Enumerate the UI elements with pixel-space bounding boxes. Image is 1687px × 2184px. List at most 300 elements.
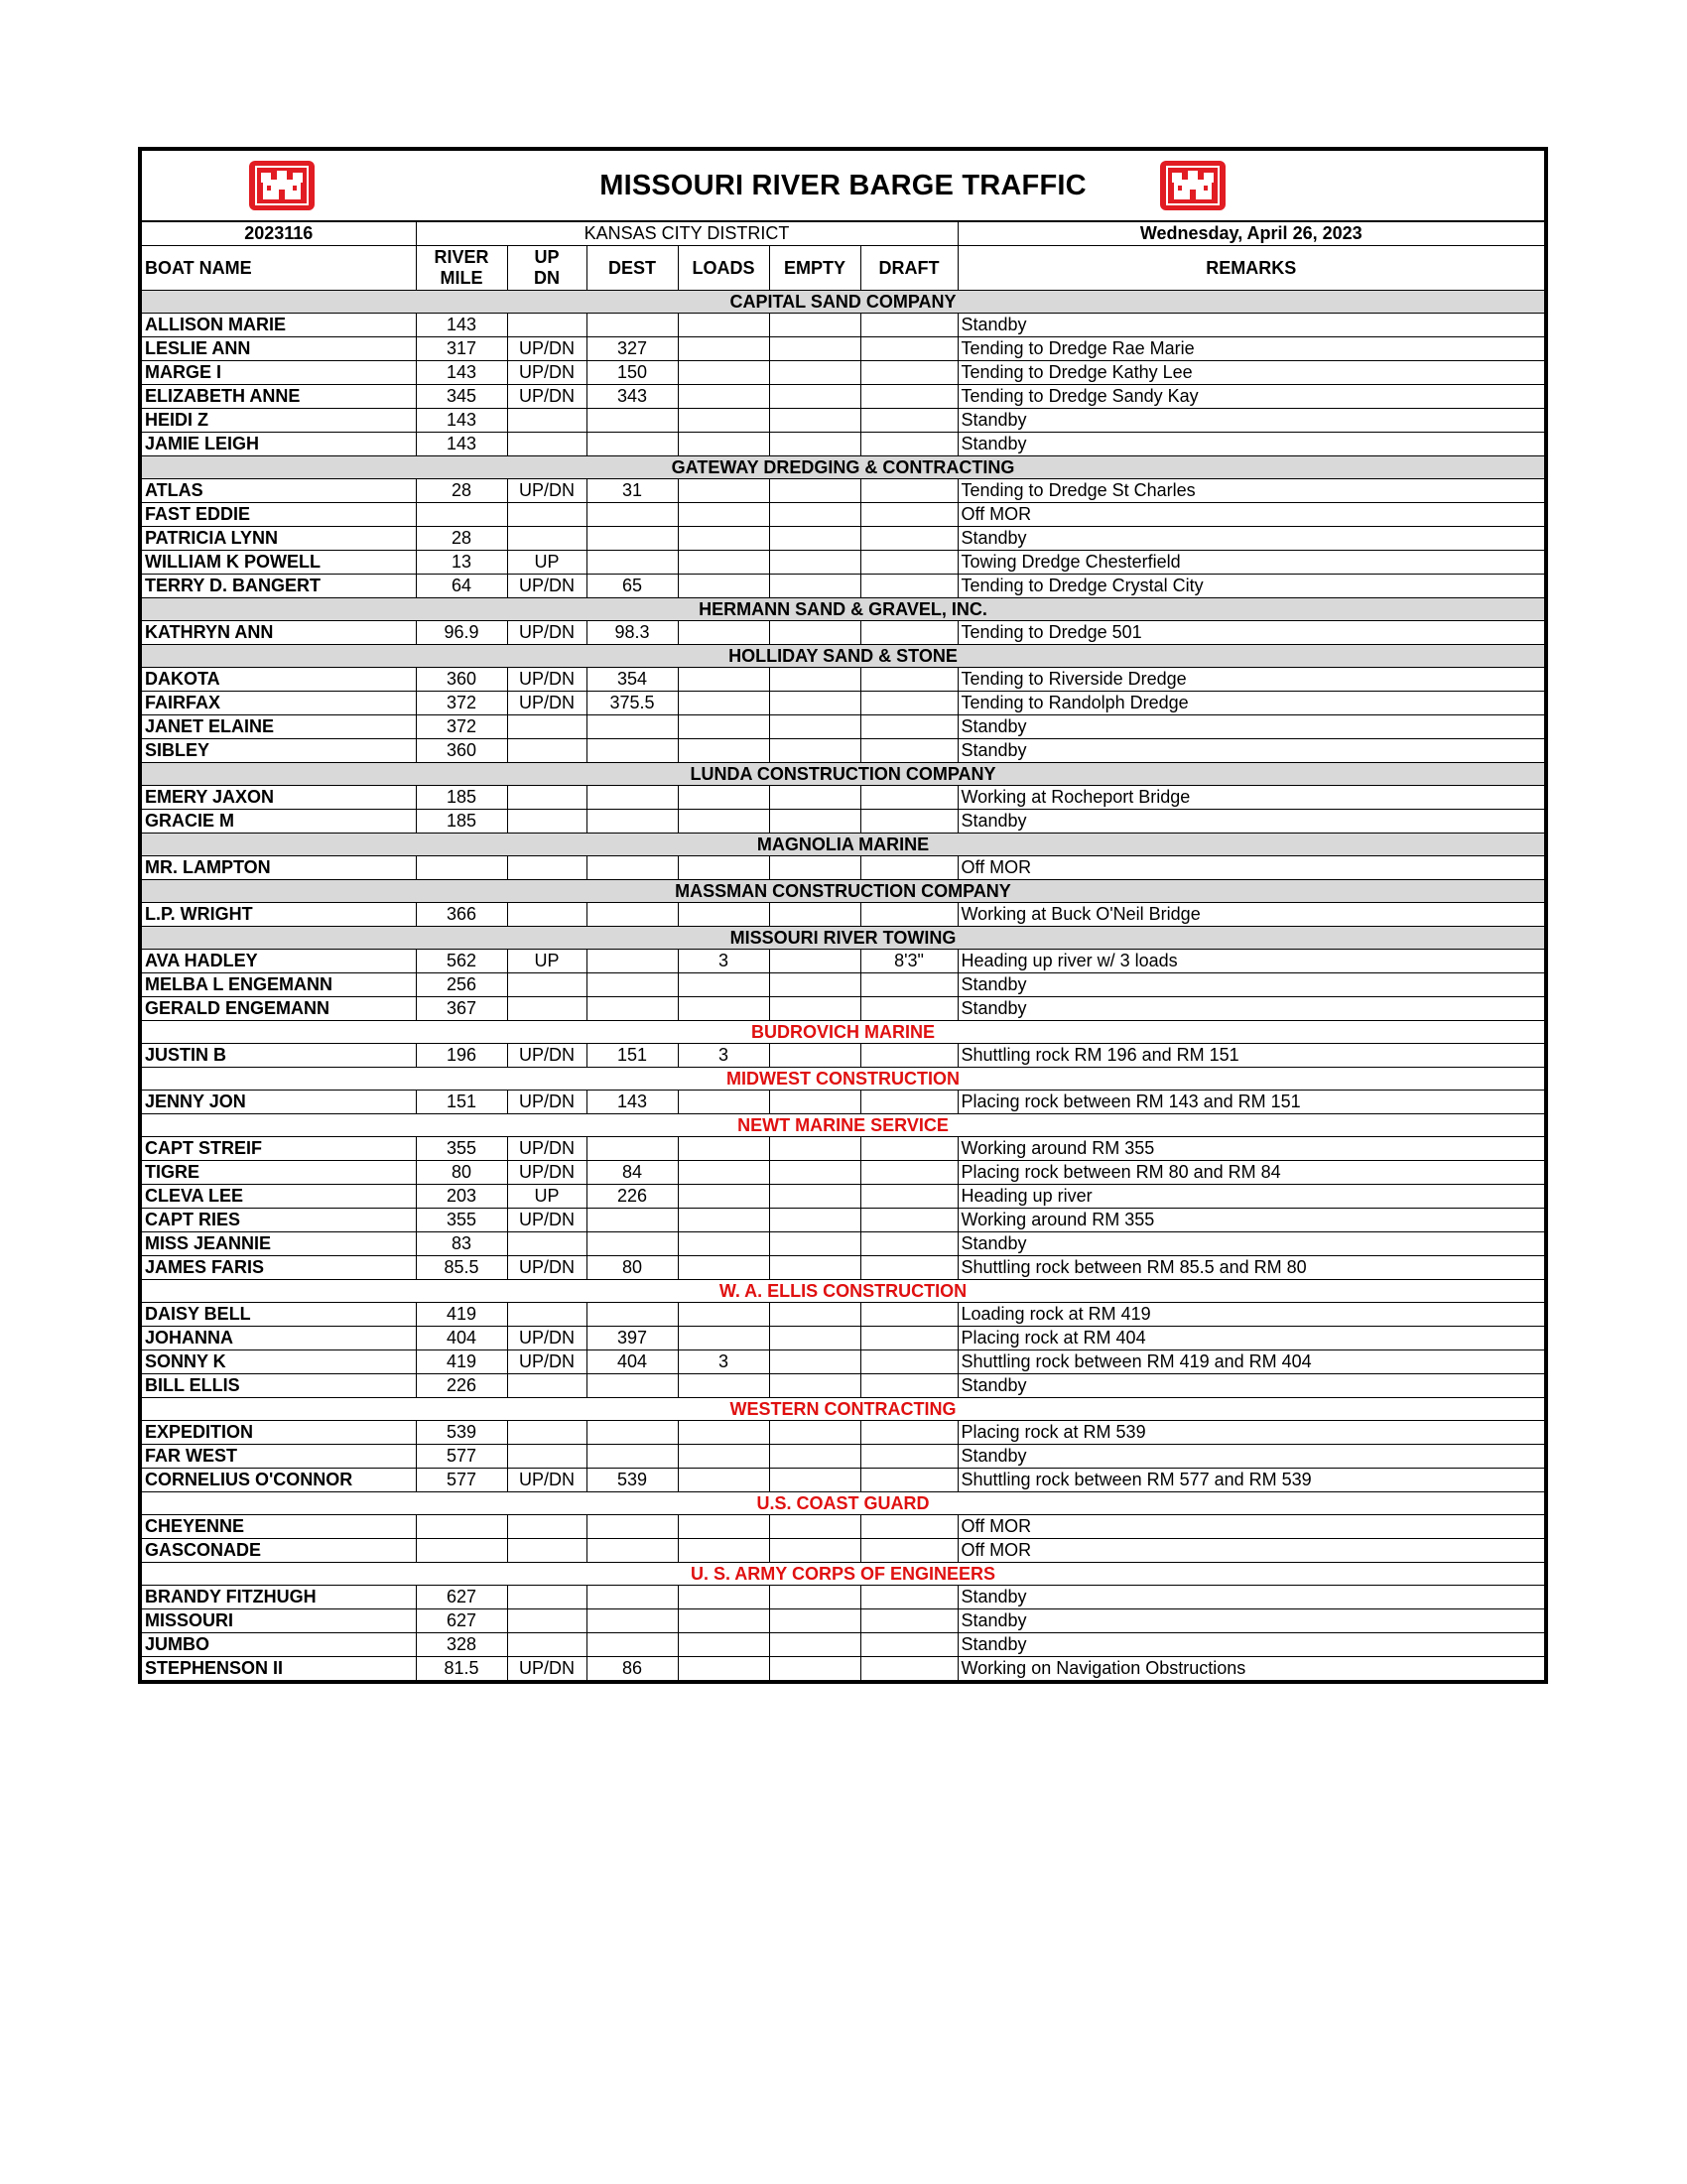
draft-cell: 8'3" — [860, 950, 958, 973]
corps-castle-icon — [249, 161, 315, 210]
up-dn-cell — [507, 1539, 586, 1563]
up-dn-cell: UP/DN — [507, 1091, 586, 1114]
river-mile-cell: 372 — [416, 715, 507, 739]
loads-cell — [678, 575, 769, 598]
remarks-cell: Tending to Randolph Dredge — [958, 692, 1546, 715]
empty-cell — [769, 715, 860, 739]
report-date: Wednesday, April 26, 2023 — [958, 221, 1546, 246]
table-row — [140, 1445, 1546, 1469]
col-empty: EMPTY — [769, 246, 860, 291]
empty-cell — [769, 1232, 860, 1256]
empty-cell — [769, 337, 860, 361]
remarks-cell: Placing rock at RM 404 — [958, 1327, 1546, 1350]
remarks-cell: Standby — [958, 1586, 1546, 1609]
up-dn-cell — [507, 786, 586, 810]
remarks-cell: Heading up river w/ 3 loads — [958, 950, 1546, 973]
table-row — [140, 1633, 1546, 1657]
draft-cell — [860, 1232, 958, 1256]
river-mile-cell: 96.9 — [416, 621, 507, 645]
col-up-dn-line1: UP — [534, 247, 560, 267]
dest-cell — [586, 1374, 678, 1398]
boat-name-cell: DAKOTA — [140, 668, 416, 692]
draft-cell — [860, 1350, 958, 1374]
river-mile-cell: 196 — [416, 1044, 507, 1068]
barge-traffic-report — [138, 147, 1548, 1684]
boat-name-cell: JENNY JON — [140, 1091, 416, 1114]
up-dn-cell — [507, 856, 586, 880]
remarks-cell: Working at Rocheport Bridge — [958, 786, 1546, 810]
draft-cell — [860, 479, 958, 503]
table-row — [140, 973, 1546, 997]
boat-name-cell: PATRICIA LYNN — [140, 527, 416, 551]
draft-cell — [860, 337, 958, 361]
boat-name-cell: TERRY D. BANGERT — [140, 575, 416, 598]
empty-cell — [769, 1185, 860, 1209]
remarks-cell: Standby — [958, 1374, 1546, 1398]
dest-cell: 354 — [586, 668, 678, 692]
empty-cell — [769, 950, 860, 973]
remarks-cell: Standby — [958, 314, 1546, 337]
up-dn-cell — [507, 503, 586, 527]
draft-cell — [860, 1185, 958, 1209]
river-mile-cell: 367 — [416, 997, 507, 1021]
river-mile-cell: 366 — [416, 903, 507, 927]
dest-cell — [586, 1515, 678, 1539]
river-mile-cell: 345 — [416, 385, 507, 409]
col-river-mile-line2: MILE — [440, 268, 483, 288]
col-up-dn-line2: DN — [534, 268, 560, 288]
dest-cell — [586, 527, 678, 551]
river-mile-cell: 143 — [416, 314, 507, 337]
remarks-cell: Tending to Dredge Sandy Kay — [958, 385, 1546, 409]
col-boat-name: BOAT NAME — [140, 246, 416, 291]
draft-cell — [860, 1209, 958, 1232]
draft-cell — [860, 551, 958, 575]
table-row — [140, 1044, 1546, 1068]
table-row — [140, 1469, 1546, 1492]
dest-cell: 226 — [586, 1185, 678, 1209]
remarks-cell: Tending to Dredge Kathy Lee — [958, 361, 1546, 385]
empty-cell — [769, 1161, 860, 1185]
dest-cell — [586, 1633, 678, 1657]
dest-cell — [586, 856, 678, 880]
up-dn-cell: UP/DN — [507, 479, 586, 503]
loads-cell — [678, 810, 769, 834]
loads-cell — [678, 1609, 769, 1633]
remarks-cell: Placing rock between RM 80 and RM 84 — [958, 1161, 1546, 1185]
boat-name-cell: MISSOURI — [140, 1609, 416, 1633]
section-header-row — [140, 1492, 1546, 1515]
up-dn-cell: UP/DN — [507, 1256, 586, 1280]
boat-name-cell: JAMIE LEIGH — [140, 433, 416, 456]
empty-cell — [769, 527, 860, 551]
section-name: MIDWEST CONSTRUCTION — [140, 1068, 1546, 1091]
dest-cell — [586, 1137, 678, 1161]
draft-cell — [860, 1445, 958, 1469]
table-row — [140, 1609, 1546, 1633]
loads-cell — [678, 314, 769, 337]
loads-cell — [678, 692, 769, 715]
up-dn-cell — [507, 1421, 586, 1445]
table-row — [140, 1209, 1546, 1232]
remarks-cell: Tending to Dredge St Charles — [958, 479, 1546, 503]
river-mile-cell: 355 — [416, 1137, 507, 1161]
river-mile-cell: 64 — [416, 575, 507, 598]
remarks-cell: Tending to Riverside Dredge — [958, 668, 1546, 692]
boat-name-cell: BILL ELLIS — [140, 1374, 416, 1398]
empty-cell — [769, 1469, 860, 1492]
river-mile-cell — [416, 503, 507, 527]
empty-cell — [769, 433, 860, 456]
section-header-row — [140, 834, 1546, 856]
draft-cell — [860, 1303, 958, 1327]
loads-cell: 3 — [678, 1044, 769, 1068]
col-remarks: REMARKS — [958, 246, 1546, 291]
river-mile-cell: 80 — [416, 1161, 507, 1185]
draft-cell — [860, 361, 958, 385]
up-dn-cell: UP/DN — [507, 337, 586, 361]
table-row — [140, 479, 1546, 503]
boat-name-cell: ELIZABETH ANNE — [140, 385, 416, 409]
section-header-row — [140, 927, 1546, 950]
draft-cell — [860, 1633, 958, 1657]
river-mile-cell: 256 — [416, 973, 507, 997]
empty-cell — [769, 1657, 860, 1683]
dest-cell: 84 — [586, 1161, 678, 1185]
draft-cell — [860, 810, 958, 834]
table-row — [140, 997, 1546, 1021]
empty-cell — [769, 903, 860, 927]
river-mile-cell — [416, 856, 507, 880]
barge-traffic-table — [138, 147, 1548, 1684]
loads-cell — [678, 621, 769, 645]
remarks-cell: Off MOR — [958, 1515, 1546, 1539]
river-mile-cell: 372 — [416, 692, 507, 715]
dest-cell: 143 — [586, 1091, 678, 1114]
boat-name-cell: MR. LAMPTON — [140, 856, 416, 880]
boat-name-cell: JAMES FARIS — [140, 1256, 416, 1280]
empty-cell — [769, 739, 860, 763]
boat-name-cell: LESLIE ANN — [140, 337, 416, 361]
boat-name-cell: AVA HADLEY — [140, 950, 416, 973]
boat-name-cell: GERALD ENGEMANN — [140, 997, 416, 1021]
boat-name-cell: EMERY JAXON — [140, 786, 416, 810]
section-name: LUNDA CONSTRUCTION COMPANY — [140, 763, 1546, 786]
up-dn-cell: UP/DN — [507, 692, 586, 715]
dest-cell: 86 — [586, 1657, 678, 1683]
river-mile-cell: 203 — [416, 1185, 507, 1209]
draft-cell — [860, 1609, 958, 1633]
boat-name-cell: JUSTIN B — [140, 1044, 416, 1068]
boat-name-cell: JANET ELAINE — [140, 715, 416, 739]
up-dn-cell — [507, 1633, 586, 1657]
empty-cell — [769, 1633, 860, 1657]
remarks-cell: Shuttling rock RM 196 and RM 151 — [958, 1044, 1546, 1068]
empty-cell — [769, 1515, 860, 1539]
boat-name-cell: WILLIAM K POWELL — [140, 551, 416, 575]
up-dn-cell — [507, 1445, 586, 1469]
section-name: MISSOURI RIVER TOWING — [140, 927, 1546, 950]
table-row — [140, 1303, 1546, 1327]
remarks-cell: Working on Navigation Obstructions — [958, 1657, 1546, 1683]
section-name: WESTERN CONTRACTING — [140, 1398, 1546, 1421]
dest-cell — [586, 786, 678, 810]
draft-cell — [860, 385, 958, 409]
dest-cell — [586, 950, 678, 973]
up-dn-cell — [507, 314, 586, 337]
loads-cell — [678, 385, 769, 409]
empty-cell — [769, 1303, 860, 1327]
draft-cell — [860, 1515, 958, 1539]
dest-cell — [586, 1609, 678, 1633]
river-mile-cell: 627 — [416, 1609, 507, 1633]
river-mile-cell: 143 — [416, 409, 507, 433]
section-header-row — [140, 1398, 1546, 1421]
remarks-cell: Working at Buck O'Neil Bridge — [958, 903, 1546, 927]
dest-cell — [586, 314, 678, 337]
col-river-mile-line1: RIVER — [434, 247, 489, 267]
empty-cell — [769, 551, 860, 575]
section-header-row — [140, 1563, 1546, 1586]
table-row — [140, 1091, 1546, 1114]
table-row — [140, 786, 1546, 810]
table-row — [140, 337, 1546, 361]
page-title: MISSOURI RIVER BARGE TRAFFIC — [599, 169, 1087, 201]
river-mile-cell: 143 — [416, 361, 507, 385]
table-row — [140, 503, 1546, 527]
dest-cell — [586, 1586, 678, 1609]
river-mile-cell: 185 — [416, 786, 507, 810]
up-dn-cell: UP/DN — [507, 361, 586, 385]
river-mile-cell: 185 — [416, 810, 507, 834]
river-mile-cell: 360 — [416, 739, 507, 763]
dest-cell — [586, 1232, 678, 1256]
table-row — [140, 739, 1546, 763]
draft-cell — [860, 314, 958, 337]
empty-cell — [769, 856, 860, 880]
dest-cell — [586, 1209, 678, 1232]
empty-cell — [769, 314, 860, 337]
remarks-cell: Towing Dredge Chesterfield — [958, 551, 1546, 575]
loads-cell — [678, 1209, 769, 1232]
river-mile-cell: 13 — [416, 551, 507, 575]
boat-name-cell: MARGE I — [140, 361, 416, 385]
empty-cell — [769, 1374, 860, 1398]
loads-cell — [678, 786, 769, 810]
draft-cell — [860, 1327, 958, 1350]
empty-cell — [769, 385, 860, 409]
loads-cell — [678, 1515, 769, 1539]
section-header-row — [140, 1021, 1546, 1044]
section-name: HOLLIDAY SAND & STONE — [140, 645, 1546, 668]
table-row — [140, 409, 1546, 433]
loads-cell — [678, 479, 769, 503]
dest-cell: 375.5 — [586, 692, 678, 715]
empty-cell — [769, 997, 860, 1021]
dest-cell — [586, 503, 678, 527]
loads-cell — [678, 1161, 769, 1185]
remarks-cell: Working around RM 355 — [958, 1209, 1546, 1232]
section-name: MASSMAN CONSTRUCTION COMPANY — [140, 880, 1546, 903]
col-loads: LOADS — [678, 246, 769, 291]
up-dn-cell — [507, 903, 586, 927]
up-dn-cell: UP/DN — [507, 385, 586, 409]
section-header-row — [140, 763, 1546, 786]
section-name: HERMANN SAND & GRAVEL, INC. — [140, 598, 1546, 621]
loads-cell — [678, 668, 769, 692]
dest-cell — [586, 810, 678, 834]
remarks-cell: Placing rock at RM 539 — [958, 1421, 1546, 1445]
draft-cell — [860, 1421, 958, 1445]
loads-cell — [678, 1539, 769, 1563]
column-header-row — [140, 246, 1546, 291]
up-dn-cell — [507, 1515, 586, 1539]
empty-cell — [769, 1256, 860, 1280]
dest-cell: 151 — [586, 1044, 678, 1068]
draft-cell — [860, 527, 958, 551]
loads-cell — [678, 1327, 769, 1350]
dest-cell: 150 — [586, 361, 678, 385]
loads-cell — [678, 527, 769, 551]
empty-cell — [769, 1609, 860, 1633]
section-name: BUDROVICH MARINE — [140, 1021, 1546, 1044]
dest-cell — [586, 715, 678, 739]
river-mile-cell: 328 — [416, 1633, 507, 1657]
up-dn-cell: UP — [507, 950, 586, 973]
loads-cell — [678, 856, 769, 880]
boat-name-cell: MELBA L ENGEMANN — [140, 973, 416, 997]
up-dn-cell — [507, 973, 586, 997]
table-row — [140, 1327, 1546, 1350]
dest-cell — [586, 739, 678, 763]
river-mile-cell: 360 — [416, 668, 507, 692]
table-row — [140, 715, 1546, 739]
up-dn-cell — [507, 739, 586, 763]
loads-cell — [678, 1232, 769, 1256]
loads-cell — [678, 1256, 769, 1280]
loads-cell — [678, 551, 769, 575]
dest-cell — [586, 903, 678, 927]
table-row — [140, 1232, 1546, 1256]
up-dn-cell — [507, 527, 586, 551]
up-dn-cell: UP/DN — [507, 621, 586, 645]
dest-cell — [586, 1421, 678, 1445]
remarks-cell: Standby — [958, 973, 1546, 997]
river-mile-cell: 317 — [416, 337, 507, 361]
boat-name-cell: MISS JEANNIE — [140, 1232, 416, 1256]
remarks-cell: Working around RM 355 — [958, 1137, 1546, 1161]
empty-cell — [769, 692, 860, 715]
boat-name-cell: ATLAS — [140, 479, 416, 503]
draft-cell — [860, 786, 958, 810]
empty-cell — [769, 1044, 860, 1068]
boat-name-cell: CLEVA LEE — [140, 1185, 416, 1209]
river-mile-cell: 419 — [416, 1303, 507, 1327]
remarks-cell: Standby — [958, 1445, 1546, 1469]
river-mile-cell: 28 — [416, 527, 507, 551]
river-mile-cell: 577 — [416, 1445, 507, 1469]
loads-cell — [678, 1137, 769, 1161]
remarks-cell: Tending to Dredge Rae Marie — [958, 337, 1546, 361]
section-name: MAGNOLIA MARINE — [140, 834, 1546, 856]
district-name: KANSAS CITY DISTRICT — [416, 221, 958, 246]
boat-name-cell: FAIRFAX — [140, 692, 416, 715]
river-mile-cell: 419 — [416, 1350, 507, 1374]
remarks-cell: Standby — [958, 739, 1546, 763]
empty-cell — [769, 810, 860, 834]
remarks-cell: Standby — [958, 1232, 1546, 1256]
river-mile-cell: 404 — [416, 1327, 507, 1350]
dest-cell — [586, 409, 678, 433]
boat-name-cell: ALLISON MARIE — [140, 314, 416, 337]
draft-cell — [860, 433, 958, 456]
river-mile-cell — [416, 1539, 507, 1563]
section-header-row — [140, 645, 1546, 668]
table-row — [140, 1137, 1546, 1161]
table-row — [140, 1185, 1546, 1209]
section-header-row — [140, 456, 1546, 479]
loads-cell — [678, 973, 769, 997]
boat-name-cell: CHEYENNE — [140, 1515, 416, 1539]
boat-name-cell: STEPHENSON II — [140, 1657, 416, 1683]
loads-cell — [678, 503, 769, 527]
up-dn-cell: UP/DN — [507, 1044, 586, 1068]
table-row — [140, 950, 1546, 973]
river-mile-cell: 83 — [416, 1232, 507, 1256]
empty-cell — [769, 1350, 860, 1374]
remarks-cell: Standby — [958, 409, 1546, 433]
col-river-mile — [416, 246, 507, 291]
empty-cell — [769, 1327, 860, 1350]
draft-cell — [860, 1469, 958, 1492]
draft-cell — [860, 1137, 958, 1161]
empty-cell — [769, 409, 860, 433]
river-mile-cell: 577 — [416, 1469, 507, 1492]
table-row — [140, 527, 1546, 551]
loads-cell — [678, 715, 769, 739]
section-name: W. A. ELLIS CONSTRUCTION — [140, 1280, 1546, 1303]
title-row — [140, 149, 1546, 221]
dest-cell: 65 — [586, 575, 678, 598]
draft-cell — [860, 503, 958, 527]
draft-cell — [860, 973, 958, 997]
empty-cell — [769, 1445, 860, 1469]
draft-cell — [860, 575, 958, 598]
remarks-cell: Shuttling rock between RM 85.5 and RM 80 — [958, 1256, 1546, 1280]
col-dest: DEST — [586, 246, 678, 291]
boat-name-cell: JOHANNA — [140, 1327, 416, 1350]
loads-cell — [678, 997, 769, 1021]
remarks-cell: Standby — [958, 810, 1546, 834]
river-mile-cell: 85.5 — [416, 1256, 507, 1280]
table-row — [140, 668, 1546, 692]
report-id: 2023116 — [140, 221, 416, 246]
draft-cell — [860, 903, 958, 927]
section-name: GATEWAY DREDGING & CONTRACTING — [140, 456, 1546, 479]
dest-cell: 327 — [586, 337, 678, 361]
draft-cell — [860, 409, 958, 433]
empty-cell — [769, 786, 860, 810]
up-dn-cell: UP/DN — [507, 1161, 586, 1185]
boat-name-cell: FAST EDDIE — [140, 503, 416, 527]
up-dn-cell: UP/DN — [507, 1209, 586, 1232]
table-row — [140, 433, 1546, 456]
remarks-cell: Standby — [958, 527, 1546, 551]
table-row — [140, 1161, 1546, 1185]
empty-cell — [769, 973, 860, 997]
loads-cell: 3 — [678, 950, 769, 973]
up-dn-cell — [507, 1374, 586, 1398]
